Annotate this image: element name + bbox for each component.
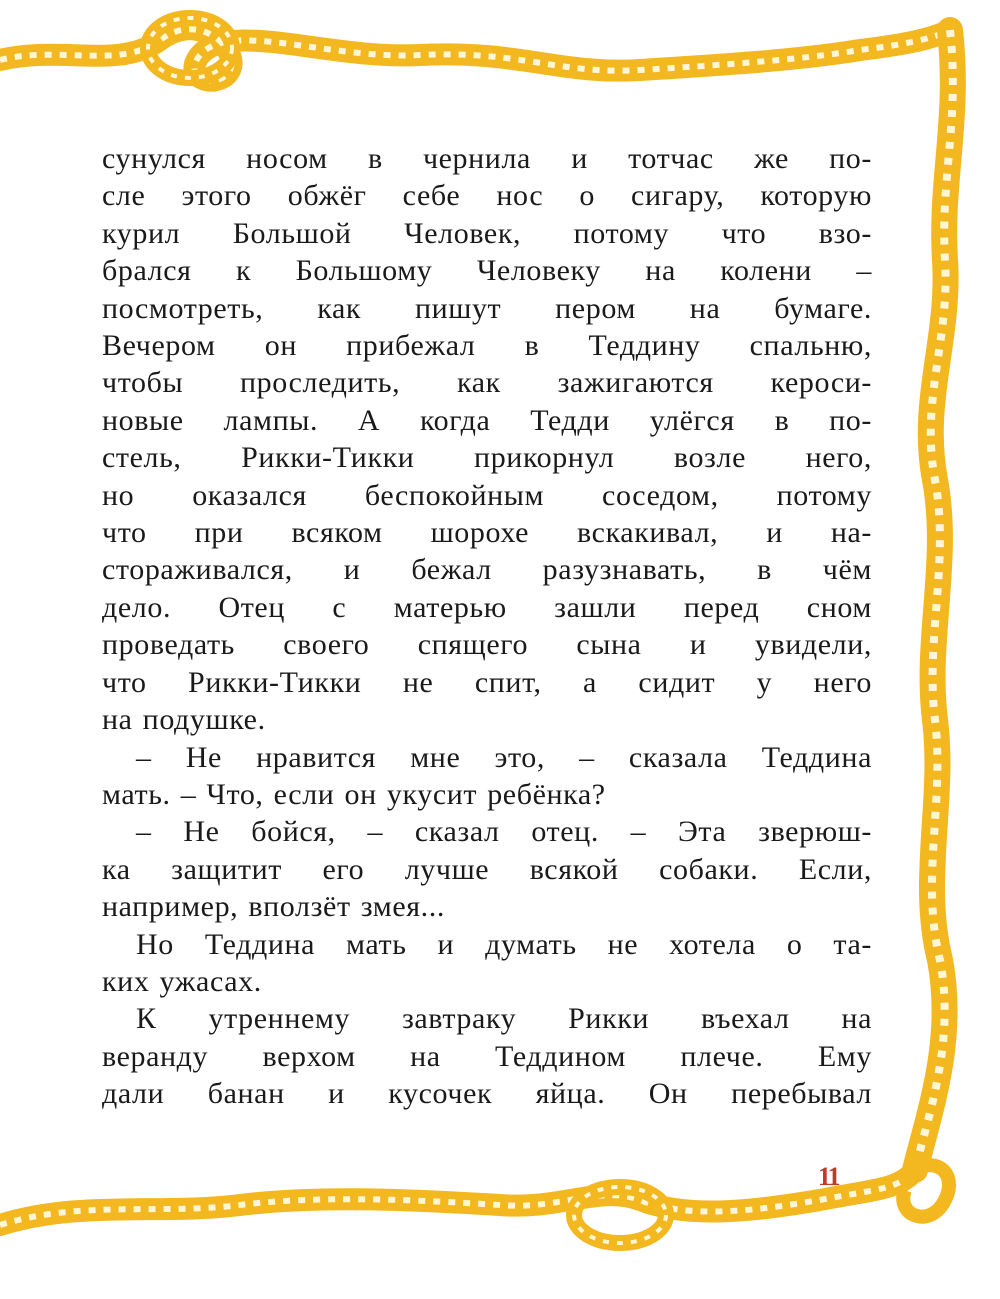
text-line: стель, Рикки-Тикки прикорнул возле него, (102, 441, 872, 475)
bottom-ribbon (0, 1165, 949, 1243)
right-ribbon (915, 30, 953, 1170)
dialogue-line: – Не бойся, – сказал отец. – Эта зверюш- (136, 815, 872, 849)
dialogue-line: – Не нравится мне это, – сказала Теддина (136, 740, 872, 774)
text-line: веранду верхом на Теддином плече. Ему (102, 1039, 872, 1073)
text-line: дело. Отец с матерью зашли перед сном (102, 590, 872, 624)
text-line: что Рикки-Тикки не спит, а сидит у него (102, 665, 872, 699)
text-line: что при всяком шорохе вскакивал, и на- (102, 516, 872, 550)
text-line: например, вползёт змея... (102, 890, 445, 924)
page-number: 11 (818, 1162, 839, 1191)
text-line: новые лампы. А когда Тедди улёгся в по- (102, 403, 872, 437)
text-line: но оказался беспокойным соседом, потому (102, 478, 872, 512)
text-line: сунулся носом в чернила и тотчас же по- (102, 142, 872, 175)
text-line: мать. – Что, если он укусит ребёнка? (102, 777, 606, 811)
text-line: курил Большой Человек, потому что взо- (102, 216, 872, 250)
paragraph-start-line: К утреннему завтраку Рикки въехал на (136, 1002, 872, 1036)
text-line: брался к Большому Человеку на колени – (102, 254, 872, 288)
text-line: Вечером он прибежал в Теддину спальню, (102, 329, 872, 363)
story-text (102, 140, 872, 1113)
text-line: ка защитит его лучше всякой собаки. Если, (102, 852, 872, 886)
text-line: на подушке. (102, 703, 266, 737)
top-ribbon (0, 18, 950, 81)
text-line: сле этого обжёг себе нос о сигару, которую (102, 179, 872, 213)
text-line: дали банан и кусочек яйца. Он перебывал (102, 1077, 872, 1111)
text-line: сторaживался, и бежал разузнавать, в чём (102, 553, 872, 587)
text-line: проведать своего спящего сына и увидели, (102, 628, 872, 662)
text-line: чтобы проследить, как зажигаются кероси- (102, 366, 872, 400)
text-line: посмотреть, как пишут пером на бумаге. (102, 291, 872, 325)
text-line: ких ужасах. (102, 964, 262, 998)
paragraph-start-line: Но Теддина мать и думать не хотела о та- (136, 927, 872, 961)
